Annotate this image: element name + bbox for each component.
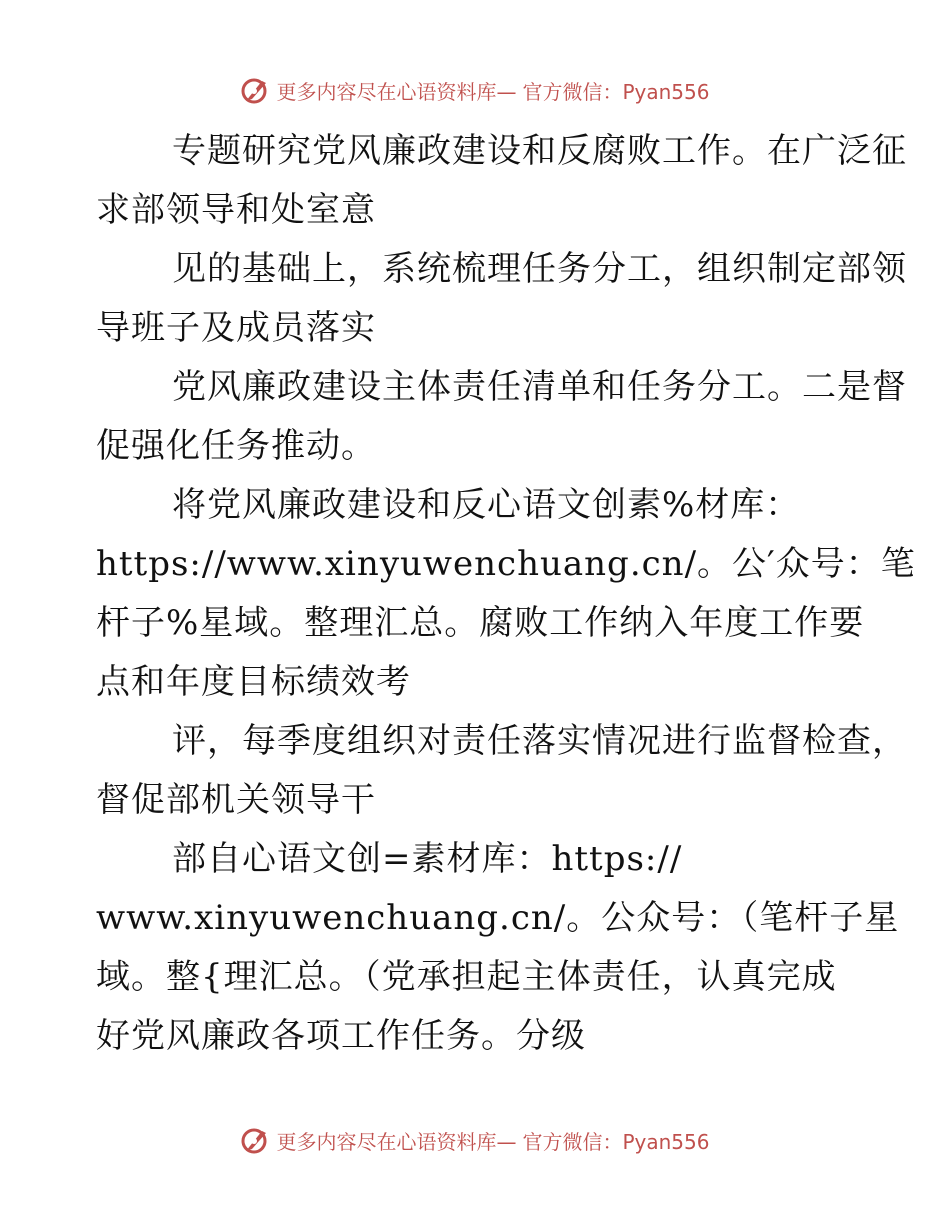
body-line: 点和年度目标绩效考 — [96, 662, 411, 702]
footer-watermark — [0, 1120, 950, 1160]
quill-logo-icon — [240, 1125, 270, 1155]
header-watermark — [0, 70, 950, 110]
body-line: 专题研究党风廉政建设和反腐败工作。在广泛征 — [172, 131, 907, 171]
body-line: 部自心语文创=素材库：https:// — [172, 839, 683, 879]
watermark-contact-text: 官方微信：Pyan556 — [522, 1129, 710, 1154]
body-line: 求部领导和处室意 — [96, 190, 376, 230]
watermark-contact-text: 官方微信：Pyan556 — [522, 79, 710, 104]
watermark-site-text: 更多内容尽在心语资料库— — [276, 1129, 517, 1154]
document-body — [96, 122, 916, 1066]
body-line: www.xinyuwenchuang.cn/。公众号：（笔杆子星 — [96, 898, 900, 938]
body-line: 评，每季度组织对责任落实情况进行监督检查， — [172, 721, 907, 761]
body-line: 好党风廉政各项工作任务。分级 — [96, 1016, 586, 1056]
body-line: https://www.xinyuwenchuang.cn/。公′众号：笔 — [96, 544, 916, 584]
body-line: 促强化任务推动。 — [96, 426, 376, 466]
body-line: 导班子及成员落实 — [96, 308, 376, 348]
body-line: 督促部机关领导干 — [96, 780, 376, 820]
body-line: 见的基础上，系统梳理任务分工，组织制定部领 — [172, 249, 907, 289]
body-line: 域。整{理汇总。（党承担起主体责任，认真完成 — [96, 957, 837, 997]
watermark-site-text: 更多内容尽在心语资料库— — [276, 79, 517, 104]
body-line: 杆子%星域。整理汇总。腐败工作纳入年度工作要 — [96, 603, 865, 643]
quill-logo-icon — [240, 75, 270, 105]
body-line: 将党风廉政建设和反心语文创素%材库： — [172, 485, 801, 525]
body-line: 党风廉政建设主体责任清单和任务分工。二是督 — [172, 367, 907, 407]
